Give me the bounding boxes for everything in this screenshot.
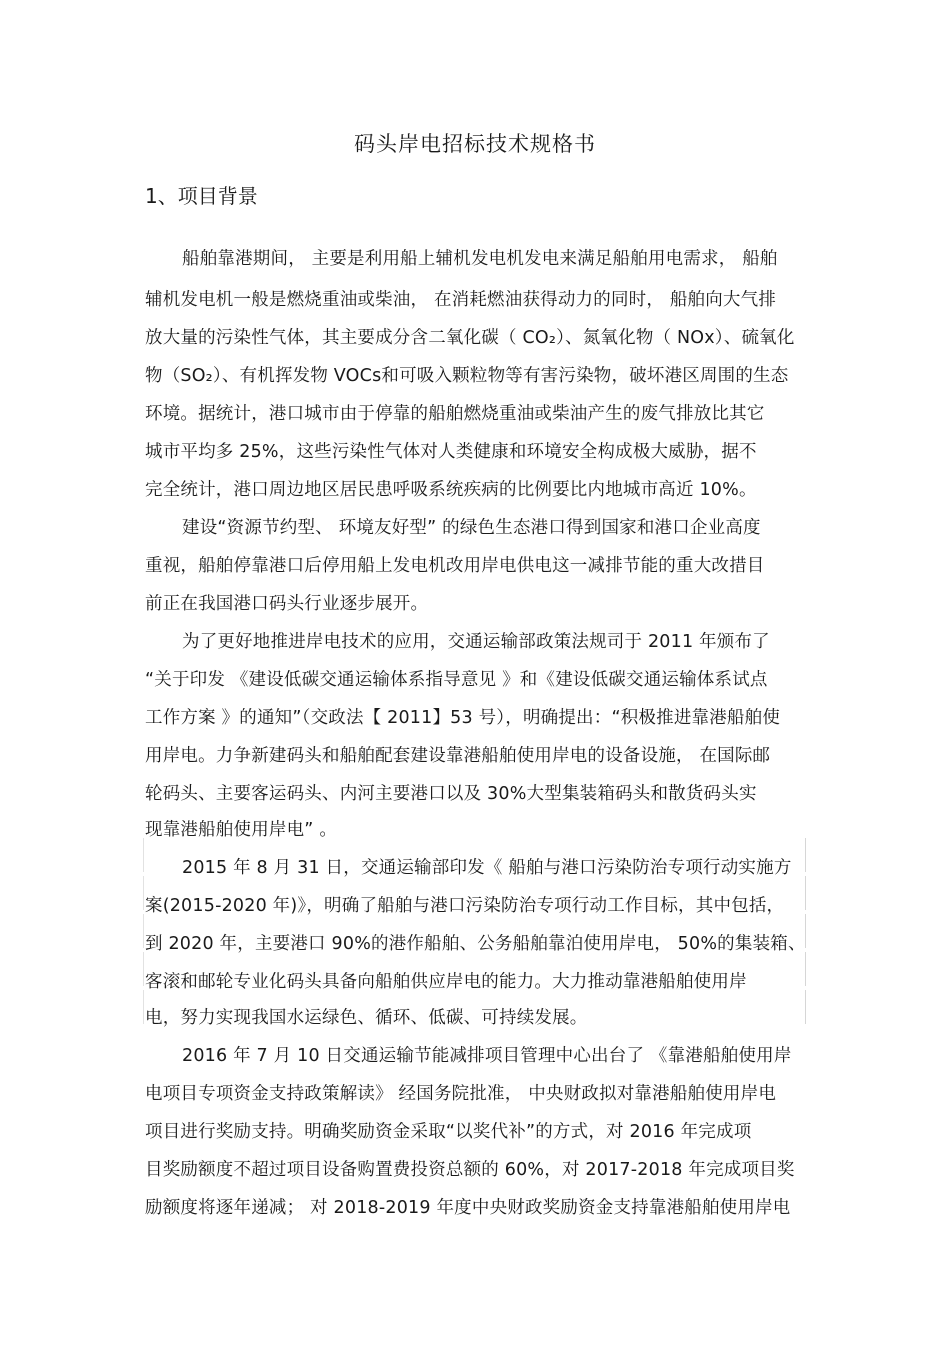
section-heading: 1、项目背景 [145,184,258,208]
paragraph-line: 船舶靠港期间， 主要是利用船上辅机发电机发电来满足船舶用电需求， 船舶 [182,249,778,269]
paragraph-line: 现靠港船舶使用岸电” 。 [145,820,338,840]
paragraph-line: 项目进行奖励支持。明确奖励资金采取“以奖代补”的方式，对 2016 年完成项 [145,1122,752,1142]
paragraph-line: 城市平均多 25%，这些污染性气体对人类健康和环境安全构成极大威胁，据不 [145,442,757,462]
paragraph-line: 环境。据统计，港口城市由于停靠的船舶燃烧重油或柴油产生的废气排放比其它 [145,404,765,424]
paragraph-line: 电项目专项资金支持政策解读》 经国务院批准， 中央财政拟对靠港船舶使用岸电 [145,1084,777,1104]
paragraph-line: 到 2020 年，主要港口 90%的港作船舶、公务船舶靠泊使用岸电， 50%的集装箱、 [145,934,806,954]
paragraph-line: 客滚和邮轮专业化码头具备向船舶供应岸电的能力。大力推动靠港船舶使用岸 [145,972,747,992]
paragraph-line: 放大量的污染性气体，其主要成分含二氧化碳（ CO₂）、氮氧化物（ NOx）、硫氧化 [145,328,795,348]
paragraph-line: 物（SO₂）、有机挥发物 VOCs和可吸入颗粒物等有害污染物，破坏港区周围的生态 [145,366,789,386]
paragraph-line: 工作方案 》的通知”（交政法【 2011】53 号），明确提出：“积极推进靠港船舶使 [145,708,781,728]
paragraph-line: 用岸电。力争新建码头和船舶配套建设靠港船舶使用岸电的设备设施， 在国际邮 [145,746,771,766]
paragraph-line: 建设“资源节约型、 环境友好型” 的绿色生态港口得到国家和港口企业高度 [182,518,761,538]
paragraph-line: 完全统计，港口周边地区居民患呼吸系统疾病的比例要比内地城市高近 10%。 [145,480,757,500]
paragraph-line: 前正在我国港口码头行业逐步展开。 [145,594,429,614]
paragraph-line: “关于印发 《建设低碳交通运输体系指导意见 》和《建设低碳交通运输体系试点 [145,670,768,690]
paragraph-line: 重视，船舶停靠港口后停用船上发电机改用岸电供电这一减排节能的重大改措目 [145,556,765,576]
paragraph-line: 辅机发电机一般是燃烧重油或柴油， 在消耗燃油获得动力的同时， 船舶向大气排 [145,290,777,310]
paragraph-line: 励额度将逐年递减； 对 2018-2019 年度中央财政奖励资金支持靠港船舶使用岸电 [145,1198,791,1218]
document-title: 码头岸电招标技术规格书 [354,132,596,156]
paragraph-line: 为了更好地推进岸电技术的应用，交通运输部政策法规司于 2011 年颁布了 [182,632,770,652]
paragraph-line: 案(2015-2020 年)》，明确了船舶与港口污染防治专项行动工作目标，其中包括， [145,896,785,916]
paragraph-line: 轮码头、主要客运码头、内河主要港口以及 30%大型集装箱码头和散货码头实 [145,784,757,804]
paragraph-line: 电，努力实现我国水运绿色、循环、低碳、可持续发展。 [145,1008,588,1028]
paragraph-line: 目奖励额度不超过项目设备购置费投资总额的 60%，对 2017-2018 年完成项目奖 [145,1160,795,1180]
paragraph-line: 2016 年 7 月 10 日交通运输节能减排项目管理中心出台了 《靠港船舶使用岸 [182,1046,792,1066]
paragraph-line: 2015 年 8 月 31 日，交通运输部印发《 船舶与港口污染防治专项行动实施方 [182,858,792,878]
